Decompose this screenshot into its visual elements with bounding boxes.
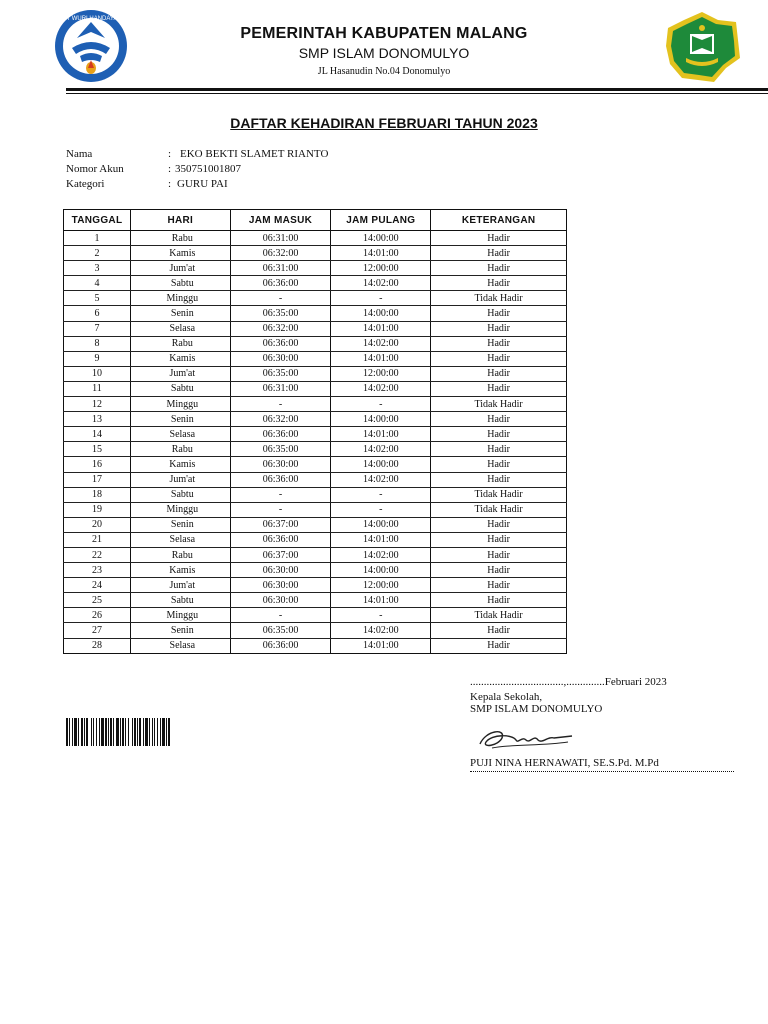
cell-tanggal: 14 [64, 427, 131, 442]
cell-tanggal: 8 [64, 336, 131, 351]
cell-hari: Senin [130, 517, 230, 532]
cell-hari: Minggu [130, 502, 230, 517]
cell-tanggal: 3 [64, 261, 131, 276]
cell-tanggal: 16 [64, 457, 131, 472]
cell-keterangan: Hadir [431, 593, 567, 608]
cell-tanggal: 7 [64, 321, 131, 336]
cell-jam-pulang: 14:01:00 [331, 638, 431, 653]
school-name: SMP ISLAM DONOMULYO [298, 45, 470, 61]
cell-hari: Jum'at [130, 472, 230, 487]
cell-jam-masuk: 06:36:00 [230, 336, 331, 351]
cell-hari: Senin [130, 623, 230, 638]
cell-jam-masuk: 06:32:00 [230, 321, 331, 336]
cell-keterangan: Tidak Hadir [431, 397, 567, 412]
table-header-row [64, 210, 567, 231]
cell-tanggal: 13 [64, 412, 131, 427]
cell-keterangan: Tidak Hadir [431, 291, 567, 306]
table-row [64, 472, 567, 487]
cell-jam-pulang: 14:00:00 [331, 517, 431, 532]
cell-hari: Minggu [130, 291, 230, 306]
nama-label: Nama [66, 148, 93, 160]
cell-hari: Rabu [130, 442, 230, 457]
table-row [64, 517, 567, 532]
cell-jam-pulang: 14:01:00 [331, 427, 431, 442]
sign-name: PUJI NINA HERNAWATI, SE.S.Pd. M.Pd [470, 757, 659, 769]
table-row [64, 261, 567, 276]
cell-keterangan: Hadir [431, 638, 567, 653]
cell-tanggal: 19 [64, 502, 131, 517]
cell-keterangan: Hadir [431, 472, 567, 487]
table-row [64, 457, 567, 472]
nama-value: EKO BEKTI SLAMET RIANTO [180, 148, 329, 160]
cell-keterangan: Hadir [431, 246, 567, 261]
table-row [64, 502, 567, 517]
cell-jam-masuk: 06:35:00 [230, 623, 331, 638]
cell-tanggal: 5 [64, 291, 131, 306]
cell-jam-masuk: 06:30:00 [230, 563, 331, 578]
cell-jam-masuk: 06:36:00 [230, 472, 331, 487]
cell-jam-pulang: 14:00:00 [331, 412, 431, 427]
table-row [64, 427, 567, 442]
cell-tanggal: 9 [64, 351, 131, 366]
cell-jam-masuk: 06:35:00 [230, 306, 331, 321]
table-row [64, 381, 567, 396]
col-jam-pulang: JAM PULANG [331, 210, 431, 231]
header-rule-thick [66, 88, 768, 91]
kategori-value: GURU PAI [177, 178, 228, 190]
cell-keterangan: Hadir [431, 261, 567, 276]
cell-jam-masuk: 06:36:00 [230, 276, 331, 291]
cell-jam-pulang: 14:01:00 [331, 532, 431, 547]
cell-tanggal: 2 [64, 246, 131, 261]
cell-jam-pulang: 14:01:00 [331, 593, 431, 608]
cell-hari: Rabu [130, 547, 230, 562]
cell-jam-pulang: 12:00:00 [331, 366, 431, 381]
cell-tanggal: 20 [64, 517, 131, 532]
table-row [64, 321, 567, 336]
cell-hari: Senin [130, 412, 230, 427]
cell-jam-pulang: 14:00:00 [331, 231, 431, 246]
cell-keterangan: Hadir [431, 517, 567, 532]
cell-jam-masuk: 06:32:00 [230, 246, 331, 261]
cell-jam-pulang: 14:01:00 [331, 321, 431, 336]
cell-jam-pulang: 14:02:00 [331, 472, 431, 487]
cell-keterangan: Hadir [431, 563, 567, 578]
table-row [64, 623, 567, 638]
cell-tanggal: 4 [64, 276, 131, 291]
cell-hari: Kamis [130, 563, 230, 578]
cell-keterangan: Hadir [431, 321, 567, 336]
cell-keterangan: Tidak Hadir [431, 608, 567, 623]
cell-jam-pulang: 14:00:00 [331, 457, 431, 472]
table-row [64, 487, 567, 502]
table-row [64, 351, 567, 366]
cell-tanggal: 21 [64, 532, 131, 547]
akun-separator: : [168, 163, 172, 175]
cell-jam-masuk: 06:37:00 [230, 547, 331, 562]
kategori-separator: : [168, 178, 172, 190]
cell-jam-masuk: 06:30:00 [230, 351, 331, 366]
cell-jam-pulang: 14:00:00 [331, 306, 431, 321]
cell-jam-masuk: 06:31:00 [230, 381, 331, 396]
cell-hari: Minggu [130, 608, 230, 623]
col-keterangan: KETERANGAN [431, 210, 567, 231]
cell-jam-masuk: 06:35:00 [230, 366, 331, 381]
cell-jam-pulang: 14:02:00 [331, 381, 431, 396]
cell-tanggal: 24 [64, 578, 131, 593]
cell-keterangan: Tidak Hadir [431, 502, 567, 517]
cell-tanggal: 18 [64, 487, 131, 502]
cell-jam-pulang: 14:00:00 [331, 563, 431, 578]
cell-keterangan: Hadir [431, 427, 567, 442]
info-row-akun [0, 163, 768, 177]
table-row [64, 578, 567, 593]
cell-tanggal: 22 [64, 547, 131, 562]
cell-hari: Jum'at [130, 261, 230, 276]
cell-tanggal: 10 [64, 366, 131, 381]
cell-keterangan: Hadir [431, 547, 567, 562]
cell-tanggal: 15 [64, 442, 131, 457]
table-row [64, 246, 567, 261]
table-row [64, 366, 567, 381]
signature-icon [472, 722, 582, 756]
cell-keterangan: Hadir [431, 231, 567, 246]
cell-tanggal: 23 [64, 563, 131, 578]
cell-jam-masuk: 06:31:00 [230, 231, 331, 246]
cell-jam-pulang: - [331, 487, 431, 502]
cell-hari: Kamis [130, 457, 230, 472]
cell-tanggal: 26 [64, 608, 131, 623]
kategori-label: Kategori [66, 178, 105, 190]
cell-jam-masuk: 06:36:00 [230, 532, 331, 547]
cell-jam-pulang: 14:02:00 [331, 276, 431, 291]
cell-hari: Selasa [130, 427, 230, 442]
cell-jam-masuk: - [230, 487, 331, 502]
cell-jam-masuk: - [230, 608, 331, 623]
school-address: JL Hasanudin No.04 Donomulyo [317, 66, 451, 77]
cell-keterangan: Tidak Hadir [431, 487, 567, 502]
cell-jam-masuk: 06:35:00 [230, 442, 331, 457]
cell-hari: Sabtu [130, 381, 230, 396]
table-row [64, 291, 567, 306]
cell-keterangan: Hadir [431, 442, 567, 457]
cell-keterangan: Hadir [431, 366, 567, 381]
cell-hari: Kamis [130, 351, 230, 366]
cell-jam-masuk: 06:37:00 [230, 517, 331, 532]
cell-jam-masuk: 06:30:00 [230, 457, 331, 472]
cell-jam-pulang: 14:02:00 [331, 623, 431, 638]
cell-tanggal: 27 [64, 623, 131, 638]
cell-jam-pulang: 14:02:00 [331, 336, 431, 351]
cell-keterangan: Hadir [431, 578, 567, 593]
cell-hari: Kamis [130, 246, 230, 261]
cell-keterangan: Hadir [431, 457, 567, 472]
document-title: DAFTAR KEHADIRAN FEBRUARI TAHUN 2023 [230, 115, 538, 131]
cell-hari: Selasa [130, 321, 230, 336]
header-rule-thin [66, 93, 768, 94]
attendance-table [63, 209, 567, 654]
cell-jam-pulang: - [331, 397, 431, 412]
cell-jam-masuk: 06:30:00 [230, 578, 331, 593]
cell-keterangan: Hadir [431, 351, 567, 366]
cell-tanggal: 11 [64, 381, 131, 396]
cell-tanggal: 1 [64, 231, 131, 246]
cell-jam-pulang: 12:00:00 [331, 578, 431, 593]
table-row [64, 563, 567, 578]
table-row [64, 532, 567, 547]
cell-hari: Rabu [130, 231, 230, 246]
sign-role: Kepala Sekolah, [470, 691, 543, 703]
table-row [64, 276, 567, 291]
cell-hari: Selasa [130, 532, 230, 547]
table-row [64, 593, 567, 608]
sign-underline [470, 771, 734, 772]
col-hari: HARI [130, 210, 230, 231]
table-row [64, 412, 567, 427]
cell-jam-masuk: 06:32:00 [230, 412, 331, 427]
akun-label: Nomor Akun [66, 163, 124, 175]
cell-jam-pulang: - [331, 608, 431, 623]
cell-hari: Jum'at [130, 366, 230, 381]
cell-jam-masuk: - [230, 291, 331, 306]
cell-keterangan: Hadir [431, 381, 567, 396]
cell-jam-masuk: 06:31:00 [230, 261, 331, 276]
cell-hari: Sabtu [130, 276, 230, 291]
table-row [64, 336, 567, 351]
gov-name: PEMERINTAH KABUPATEN MALANG [240, 25, 528, 42]
cell-jam-masuk: - [230, 397, 331, 412]
cell-jam-pulang: 14:02:00 [331, 547, 431, 562]
table-row [64, 547, 567, 562]
cell-jam-masuk: 06:36:00 [230, 638, 331, 653]
cell-tanggal: 25 [64, 593, 131, 608]
cell-hari: Rabu [130, 336, 230, 351]
cell-jam-masuk: 06:30:00 [230, 593, 331, 608]
table-row [64, 638, 567, 653]
cell-keterangan: Hadir [431, 412, 567, 427]
barcode-icon [66, 718, 250, 746]
cell-hari: Sabtu [130, 593, 230, 608]
cell-jam-pulang: 14:01:00 [331, 246, 431, 261]
col-tanggal: TANGGAL [64, 210, 131, 231]
cell-tanggal: 17 [64, 472, 131, 487]
cell-tanggal: 6 [64, 306, 131, 321]
sign-date-line: ..................................,..............Februari 2023 [470, 676, 667, 688]
table-body [64, 231, 567, 654]
cell-keterangan: Hadir [431, 532, 567, 547]
table-row [64, 306, 567, 321]
cell-hari: Selasa [130, 638, 230, 653]
cell-jam-masuk: - [230, 502, 331, 517]
cell-keterangan: Hadir [431, 623, 567, 638]
cell-hari: Minggu [130, 397, 230, 412]
table-row [64, 231, 567, 246]
akun-value: 350751001807 [175, 163, 241, 175]
cell-tanggal: 28 [64, 638, 131, 653]
info-row-nama [0, 148, 768, 162]
cell-jam-pulang: 12:00:00 [331, 261, 431, 276]
cell-jam-pulang: - [331, 502, 431, 517]
cell-keterangan: Hadir [431, 336, 567, 351]
cell-tanggal: 12 [64, 397, 131, 412]
table-row [64, 442, 567, 457]
col-jam-masuk: JAM MASUK [230, 210, 331, 231]
info-row-kategori [0, 178, 768, 192]
cell-jam-pulang: 14:02:00 [331, 442, 431, 457]
cell-keterangan: Hadir [431, 276, 567, 291]
table-row [64, 397, 567, 412]
table-row [64, 608, 567, 623]
logo-lettering: TUT WURI HANDAYANI [58, 16, 124, 22]
cell-jam-pulang: - [331, 291, 431, 306]
cell-hari: Sabtu [130, 487, 230, 502]
sign-school: SMP ISLAM DONOMULYO [470, 703, 603, 715]
cell-hari: Senin [130, 306, 230, 321]
nama-separator: : [168, 148, 172, 160]
cell-keterangan: Hadir [431, 306, 567, 321]
cell-jam-masuk: 06:36:00 [230, 427, 331, 442]
cell-hari: Jum'at [130, 578, 230, 593]
cell-jam-pulang: 14:01:00 [331, 351, 431, 366]
